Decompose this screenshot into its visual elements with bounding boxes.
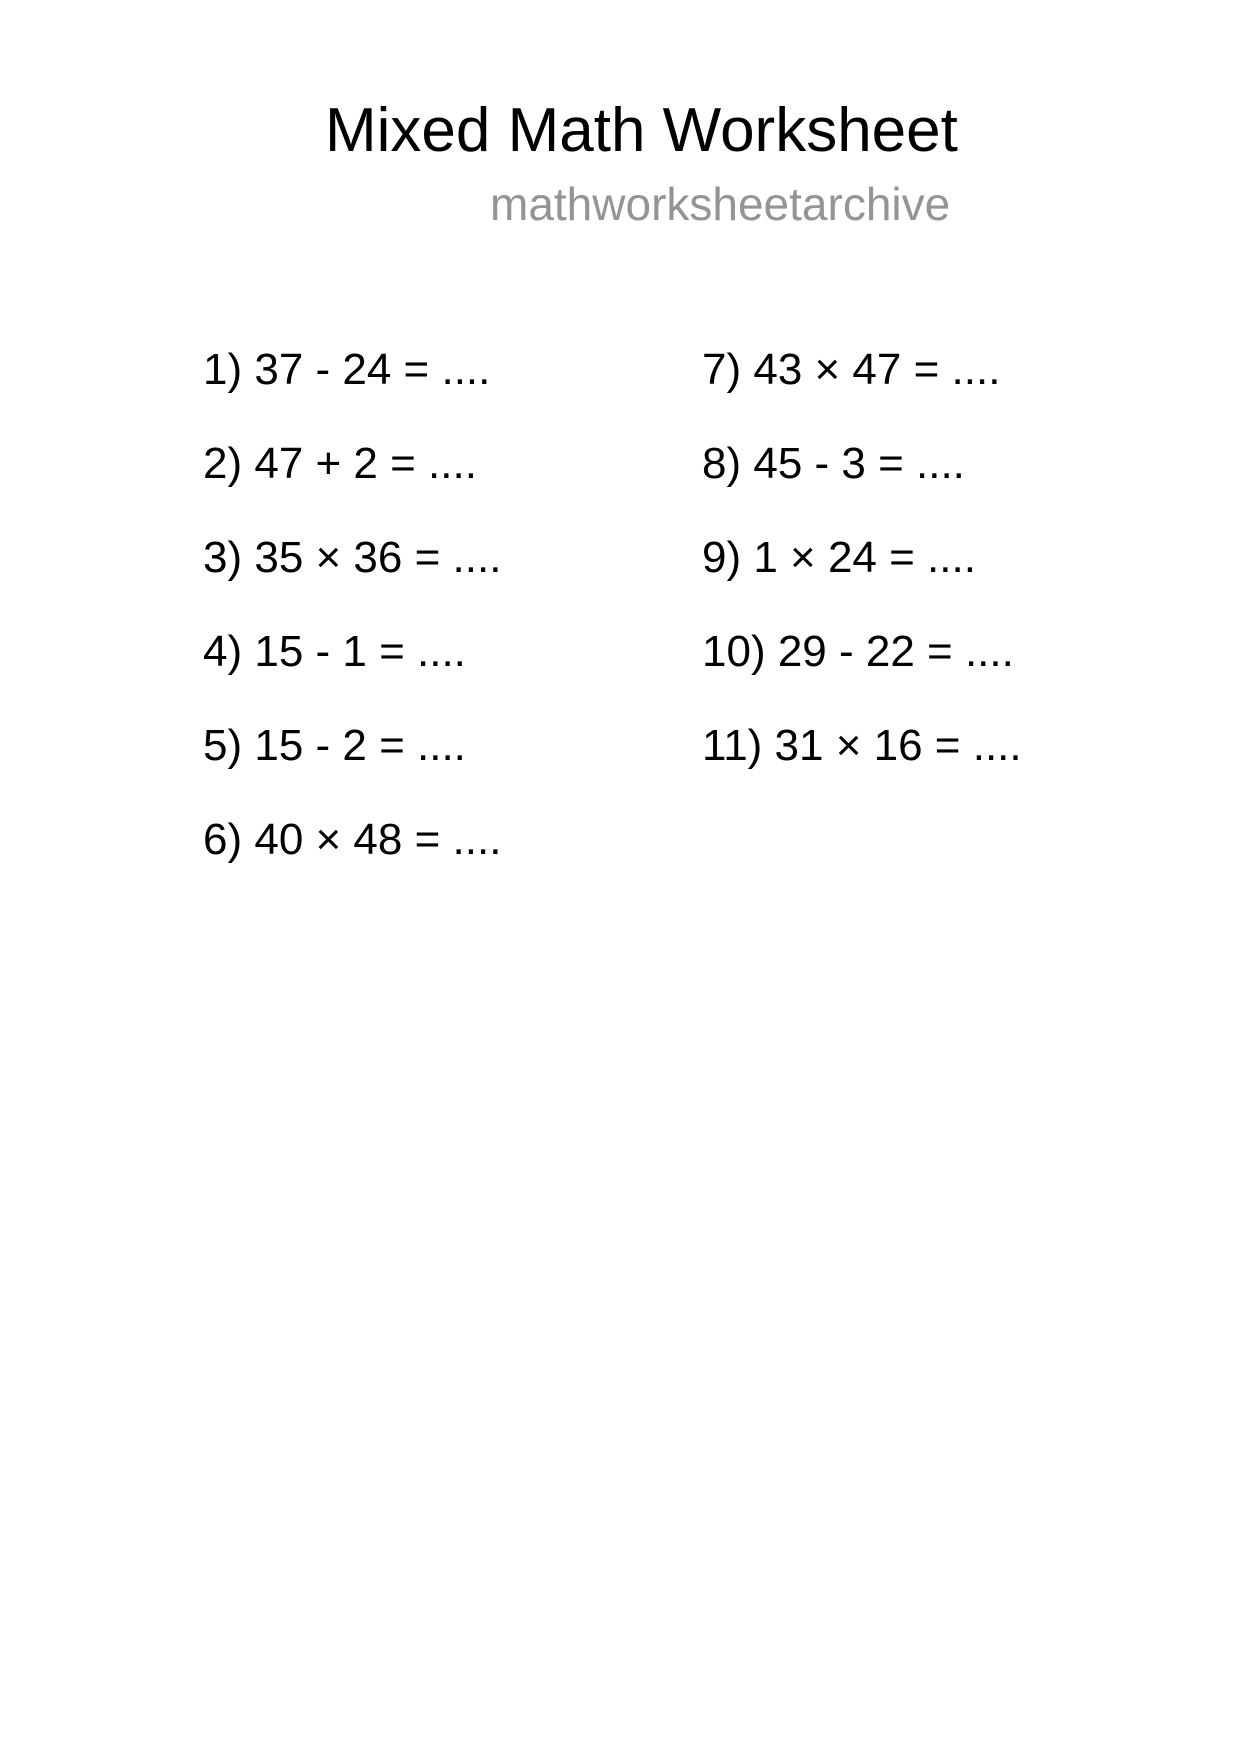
problems-column-left [203,345,502,912]
problem-line-3: 3) 35 × 36 = .... [203,533,502,582]
problem-line-11: 11) 31 × 16 = .... [702,721,1022,770]
problem-line-1: 1) 37 - 24 = .... [203,345,491,394]
problem-line-8: 8) 45 - 3 = .... [702,439,965,488]
problem-line-5: 5) 15 - 2 = .... [203,721,466,770]
problems-column-right [702,345,1022,818]
problem-line-6: 6) 40 × 48 = .... [203,815,502,864]
page-title: Mixed Math Worksheet [325,96,958,165]
problem-line-4: 4) 15 - 1 = .... [203,627,466,676]
problem-line-2: 2) 47 + 2 = .... [203,439,477,488]
page-subtitle: mathworksheetarchive [490,178,951,230]
problem-line-7: 7) 43 × 47 = .... [702,345,1001,394]
problem-line-9: 9) 1 × 24 = .... [702,533,976,582]
problem-line-10: 10) 29 - 22 = .... [702,627,1014,676]
